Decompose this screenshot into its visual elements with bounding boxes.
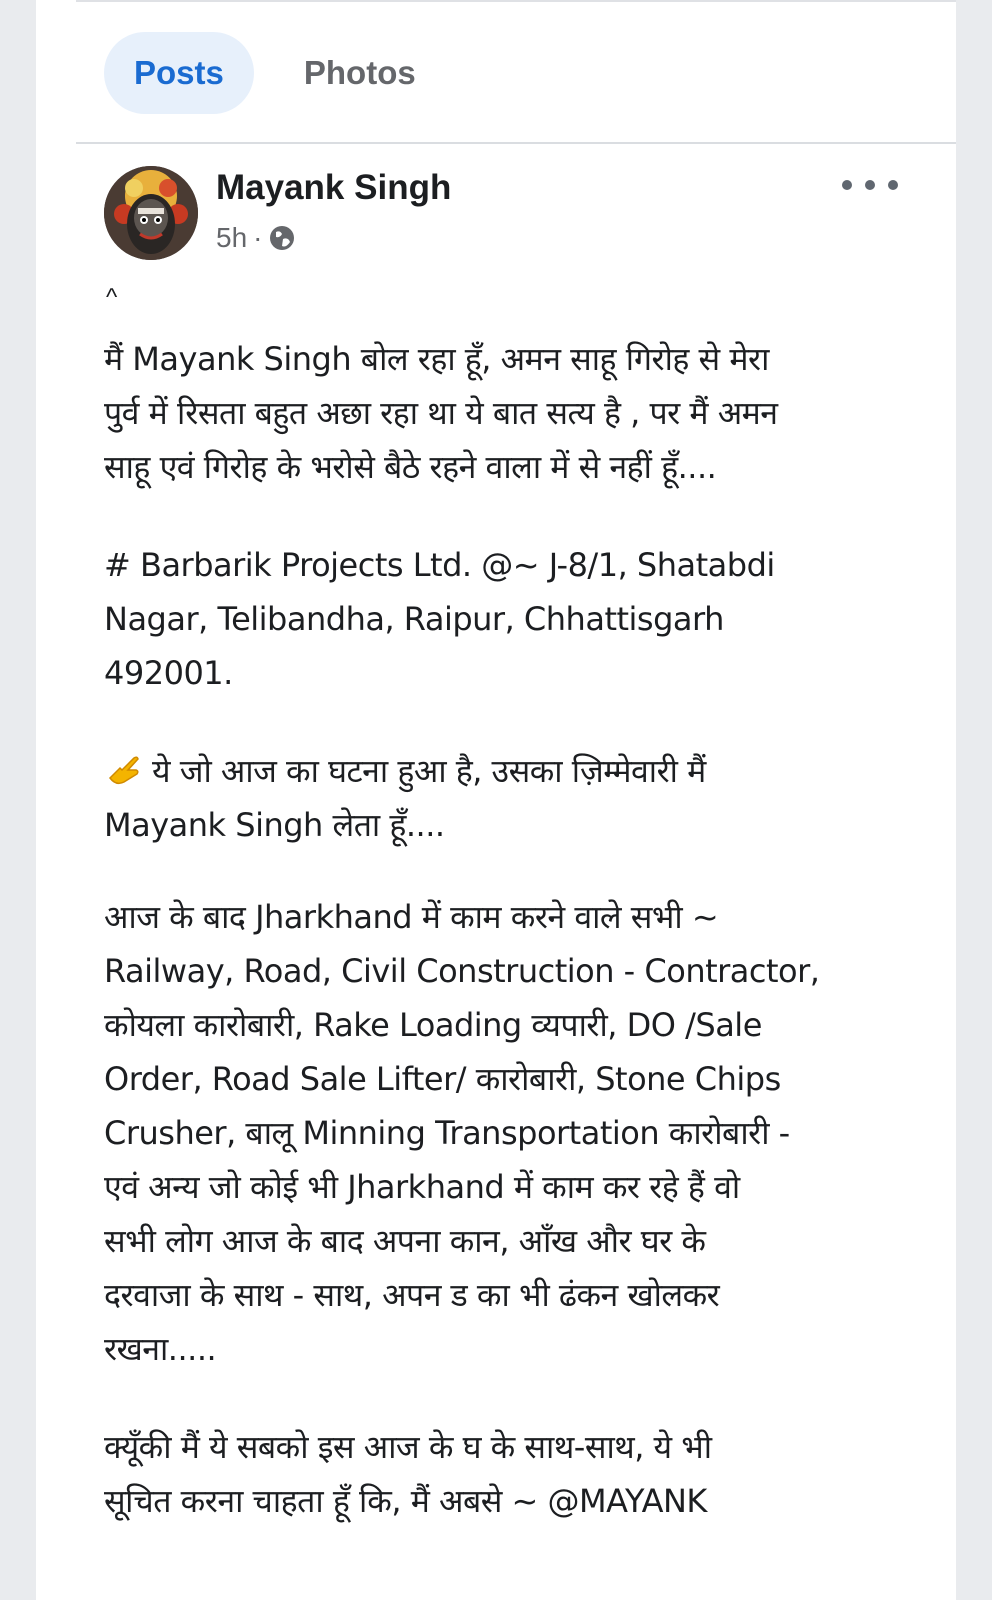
profile-card (36, 0, 956, 1600)
post-author-name[interactable]: Mayank Singh (216, 168, 452, 207)
post-paragraph-2: # Barbarik Projects Ltd. @~ J-8/1, Shatabdi Nagar, Telibandha, Raipur, Chhattisgarh 492001. (104, 546, 775, 692)
top-border (76, 0, 956, 2)
post-paragraph-3-wrapper (104, 744, 904, 852)
more-options-icon[interactable] (842, 170, 898, 200)
tab-photos[interactable]: Photos (303, 54, 416, 91)
post-paragraph-4: आज के बाद Jharkhand में काम करने वाले सभी ~ Railway, Road, Civil Construction - Contractor, कोयला कारोबारी, Rake Loading व्यपारी, DO /Sale Order, Road Sale Lifter/ कारोबारी, Stone Chips Crusher, बालू Minning Transportation कारोबारी - एवं अन्य जो कोई भी Jharkhand में काम कर रहे हैं वो सभी लोग आज के बाद अपना कान, आँख और घर के दरवाजा के साथ - साथ, अपन ड का भी ढंकन खोलकर रखना..... (104, 898, 820, 1368)
post-time[interactable]: 5h (216, 222, 248, 253)
post-paragraph-5: क्यूँकी मैं ये सबको इस आज के घ के साथ-साथ, ये भी सूचित करना चाहता हूँ कि, मैं अबसे ~ @MAYANK (104, 1428, 712, 1520)
profile-tabs (104, 32, 446, 114)
right-margin (956, 0, 992, 1600)
pointing-hand-icon (104, 748, 144, 788)
post-paragraph-1: मैं Mayank Singh बोल रहा हूँ, अमन साहू गिरोह से मेरा पुर्व में रिसता बहुत अछा रहा था ये बात सत्य है , पर मैं अमन साहू एवं गिरोह के भरोसे बैठे रहने वाला में से नहीं हूँ.... (104, 340, 778, 486)
caret-mark: ^ (106, 284, 118, 311)
avatar-image (104, 166, 198, 260)
post-meta (216, 222, 296, 254)
tab-posts[interactable]: Posts (104, 32, 254, 114)
post-paragraph-3: ये जो आज का घटना हुआ है, उसका ज़िम्मेवारी मैं Mayank Singh लेता हूँ.... (104, 752, 706, 844)
post-text (104, 332, 904, 1572)
avatar[interactable] (104, 166, 198, 260)
globe-icon (268, 224, 296, 252)
tabs-divider (76, 142, 956, 144)
meta-separator: · (253, 222, 263, 253)
